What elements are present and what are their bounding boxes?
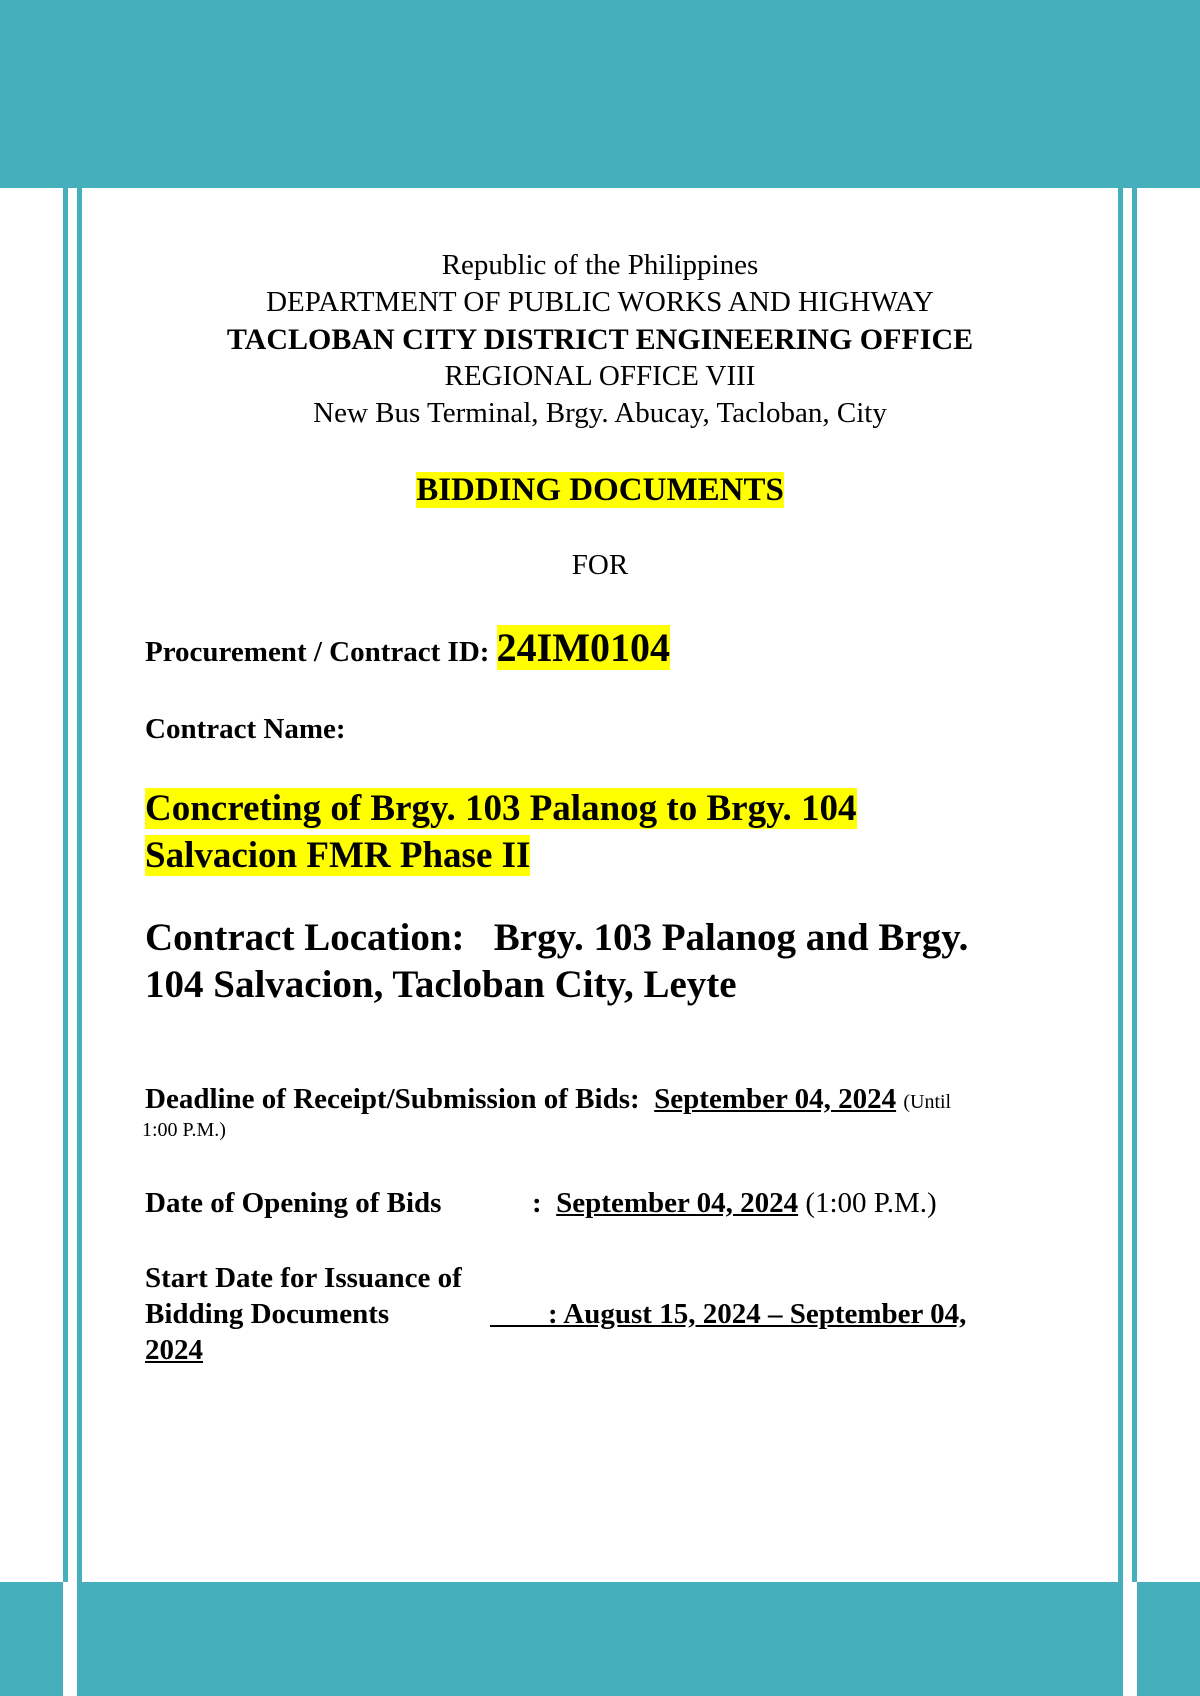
opening-row <box>145 1185 441 1221</box>
contract-location-line2: 104 Salvacion, Tacloban City, Leyte <box>145 963 737 1006</box>
document-title-text: BIDDING DOCUMENTS <box>416 472 784 508</box>
frame-edge-right <box>1132 1582 1137 1696</box>
for-label: FOR <box>571 549 629 581</box>
header-department: DEPARTMENT OF PUBLIC WORKS AND HIGHWAY <box>266 286 934 318</box>
issuance-range: : August 15, 2024 – September 04, <box>548 1298 967 1330</box>
deadline-row <box>145 1081 951 1120</box>
contract-name-line2 <box>145 832 530 879</box>
deadline-time-1: (Until <box>903 1091 952 1113</box>
opening-time: (1:00 P.M.) <box>805 1187 937 1219</box>
contract-name-label: Contract Name: <box>145 713 346 745</box>
contract-name-text-2: Salvacion FMR Phase II <box>145 835 531 876</box>
contract-name-line1 <box>145 785 857 832</box>
contract-name-text-1: Concreting of Brgy. 103 Palanog to Brgy. 104 <box>145 788 857 829</box>
header-district-office: TACLOBAN CITY DISTRICT ENGINEERING OFFICE <box>226 323 974 356</box>
issuance-label-2: Bidding Documents <box>145 1298 390 1330</box>
opening-label: Date of Opening of Bids <box>145 1187 442 1219</box>
frame-gap-right <box>1123 1582 1132 1696</box>
contract-location-value: Brgy. 103 Palanog and Brgy. <box>493 916 969 959</box>
contract-location-line1 <box>145 914 968 961</box>
deadline-date: September 04, 2024 <box>654 1083 897 1115</box>
procurement-label: Procurement / Contract ID: <box>145 636 490 668</box>
issuance-spacer <box>490 1298 548 1330</box>
opening-colon: : <box>532 1187 542 1219</box>
header-address: New Bus Terminal, Brgy. Abucay, Tacloban, City <box>313 397 887 429</box>
issuance-range-row <box>490 1296 966 1332</box>
header-regional-office: REGIONAL OFFICE VIII <box>444 360 756 392</box>
deadline-time-2: 1:00 P.M.) <box>142 1119 226 1141</box>
frame-gap-left <box>68 1582 77 1696</box>
header-republic: Republic of the Philippines <box>441 249 759 281</box>
procurement-id: 24IM0104 <box>496 625 670 670</box>
contract-location-label: Contract Location: <box>145 916 465 959</box>
frame-edge-left <box>63 1582 68 1696</box>
deadline-label: Deadline of Receipt/Submission of Bids: <box>145 1083 640 1115</box>
bottom-band <box>0 1582 1200 1696</box>
document-title <box>0 470 1200 510</box>
top-band <box>0 0 1200 188</box>
procurement-row <box>145 620 670 680</box>
issuance-label-1: Start Date for Issuance of <box>145 1262 462 1294</box>
opening-value-row <box>532 1185 937 1221</box>
issuance-range-end: 2024 <box>145 1334 203 1366</box>
opening-date: September 04, 2024 <box>556 1187 799 1219</box>
